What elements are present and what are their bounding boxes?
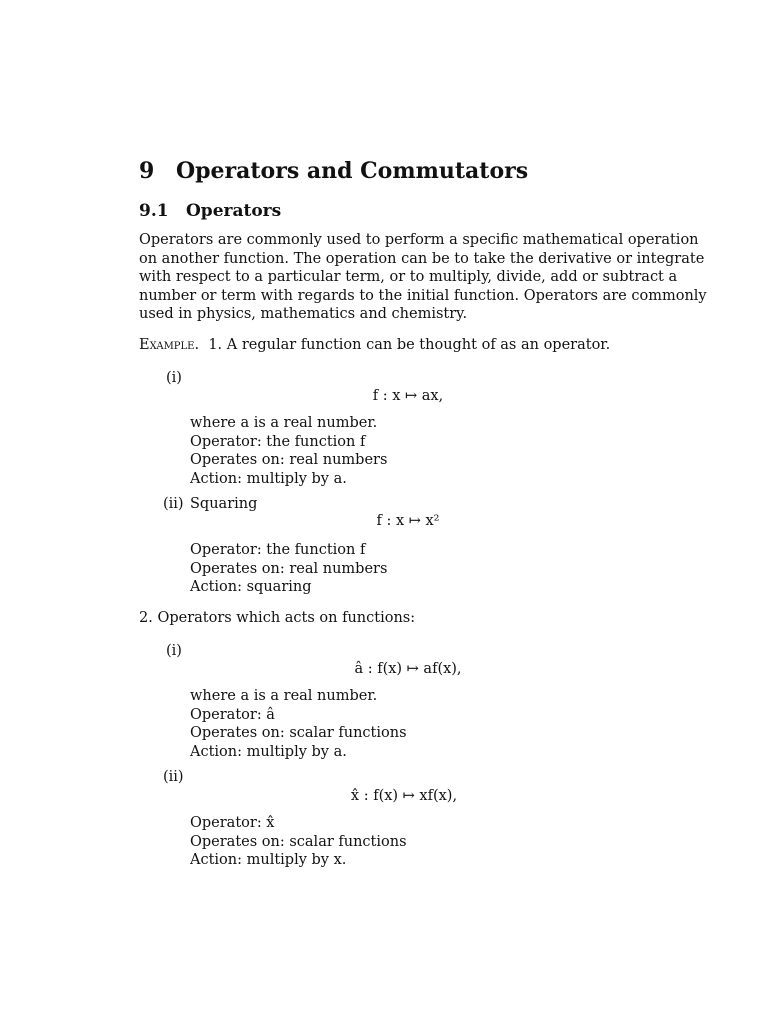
case-label: (ii) [163, 769, 184, 785]
description-line: Action: squaring [190, 579, 312, 596]
subsection-heading [139, 201, 281, 221]
case-label: (i) [166, 643, 182, 659]
item-heading: 2. Operators which acts on functions: [139, 610, 416, 626]
paragraph-line: used in physics, mathematics and chemistry. [139, 306, 468, 323]
case-description [190, 414, 387, 488]
example-text: A regular function can be thought of as an operator. [226, 337, 611, 353]
description-line: Operates on: real numbers [190, 560, 388, 577]
description-line: Action: multiply by a. [190, 470, 347, 487]
description-line: Operator: x̂ [190, 815, 275, 831]
equation: â : f(x) ↦ af(x), [354, 661, 462, 677]
example-label: Example. [139, 337, 200, 353]
description-line: where a is a real number. [190, 688, 378, 704]
case-description [190, 541, 387, 597]
item-number: 1. [208, 337, 223, 353]
case-title: Squaring [190, 496, 258, 512]
paragraph-line: on another function. The operation can be to take the derivative or integrate [139, 250, 705, 267]
paragraph-line: number or term with regards to the initial function. Operators are commonly [139, 287, 707, 304]
description-line: Operator: the function f [190, 433, 366, 450]
description-line: Operator: the function f [190, 542, 366, 558]
description-line: where a is a real number. [190, 415, 378, 431]
description-line: Operates on: real numbers [190, 452, 388, 469]
section-heading [139, 158, 528, 184]
equation: f : x ↦ ax, [372, 388, 444, 404]
description-line: Action: multiply by x. [190, 852, 347, 869]
subsection-title: Operators [186, 201, 282, 221]
case-description [190, 687, 407, 761]
subsection-number: 9.1 [139, 201, 169, 221]
case-label: (i) [166, 370, 182, 386]
intro-paragraph [139, 231, 707, 324]
equation: x̂ : f(x) ↦ xf(x), [350, 788, 458, 804]
description-line: Operates on: scalar functions [190, 725, 407, 742]
description-line: Operates on: scalar functions [190, 833, 407, 850]
paragraph-line: Operators are commonly used to perform a specific mathematical operation [139, 232, 699, 248]
equation: f : x ↦ x² [376, 513, 440, 529]
description-line: Operator: â [190, 706, 275, 723]
case-description [190, 814, 407, 870]
case-label: (ii) [163, 496, 184, 512]
paragraph-line: with respect to a particular term, or to multiply, divide, add or subtract a [139, 269, 678, 286]
section-title: Operators and Commutators [176, 158, 529, 184]
description-line: Action: multiply by a. [190, 743, 347, 760]
section-number: 9 [139, 158, 155, 184]
example-intro [139, 337, 610, 353]
